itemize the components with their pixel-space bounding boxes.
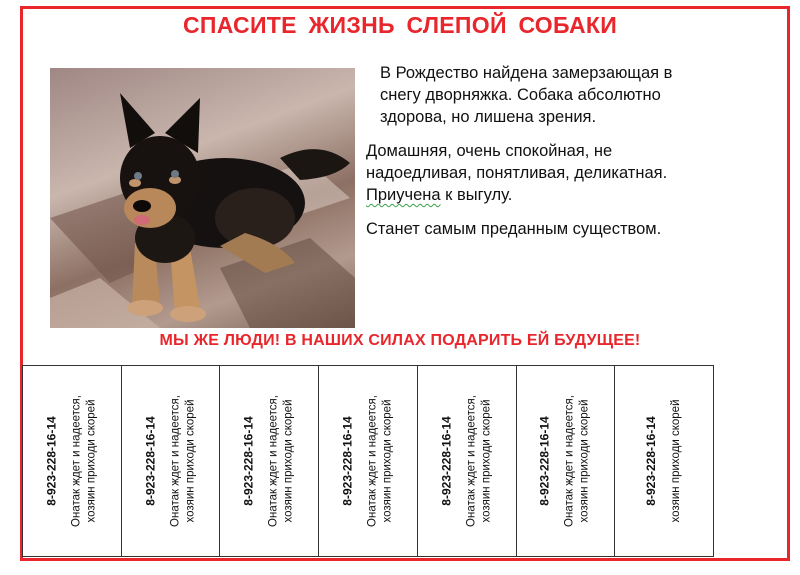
tab-line-1: Онатак ждет и надеется,: [465, 395, 478, 527]
tab-phone: 8-923-228-16-14: [143, 416, 158, 506]
description-paragraph-2-start: Домашняя, очень спокойная, не надоедливая, понятливая, деликатная.: [366, 142, 668, 182]
poster-title: СПАСИТЕ ЖИЗНЬ СЛЕПОЙ СОБАКИ: [182, 12, 618, 38]
tab-line-1: Онатак ждет и надеется,: [169, 395, 182, 527]
slogan: МЫ ЖЕ ЛЮДИ! В НАШИХ СИЛАХ ПОДАРИТЬ ЕЙ БУДУЩЕЕ!: [159, 332, 641, 349]
tab-line-2: хозяин приходи скорей: [85, 399, 98, 523]
spellcheck-word: Приучена: [366, 186, 441, 204]
tab-line-1: хозяин приходи скорей: [670, 399, 683, 523]
tear-off-tab[interactable]: [220, 366, 319, 556]
tab-phone: 8-923-228-16-14: [644, 416, 659, 506]
dog-photo-illustration: [50, 68, 355, 328]
tab-line-1: Онатак ждет и надеется,: [366, 395, 379, 527]
description-paragraph-3: Станет самым преданным существом.: [366, 220, 662, 238]
description-paragraph-1: В Рождество найдена замерзающая в снегу дворняжка. Собака абсолютно здорова, но лишена зрения.: [380, 64, 673, 126]
tab-line-1: Онатак ждет и надеется,: [267, 395, 280, 527]
tab-line-1: Онатак ждет и надеется,: [70, 395, 83, 527]
tear-off-tab[interactable]: [615, 366, 714, 556]
tear-off-tabs: [22, 365, 714, 557]
tab-phone: 8-923-228-16-14: [537, 416, 552, 506]
tab-phone: 8-923-228-16-14: [44, 416, 59, 506]
tear-off-tab[interactable]: [122, 366, 221, 556]
tab-line-2: хозяин приходи скорей: [381, 399, 394, 523]
tear-off-tab[interactable]: [517, 366, 616, 556]
tab-line-2: хозяин приходи скорей: [282, 399, 295, 523]
tab-phone: 8-923-228-16-14: [340, 416, 355, 506]
description-paragraph-2-end: к выгулу.: [440, 186, 513, 204]
tear-off-tab[interactable]: [23, 366, 122, 556]
description: [366, 62, 696, 252]
tear-off-tab[interactable]: [319, 366, 418, 556]
tab-phone: 8-923-228-16-14: [439, 416, 454, 506]
tab-line-2: хозяин приходи скорей: [480, 399, 493, 523]
description-paragraph-2: [366, 140, 696, 206]
tab-phone: 8-923-228-16-14: [241, 416, 256, 506]
tab-line-2: хозяин приходи скорей: [578, 399, 591, 523]
tab-line-2: хозяин приходи скорей: [184, 399, 197, 523]
dog-photo: [50, 68, 355, 328]
tear-off-tab[interactable]: [418, 366, 517, 556]
tab-line-1: Онатак ждет и надеется,: [563, 395, 576, 527]
